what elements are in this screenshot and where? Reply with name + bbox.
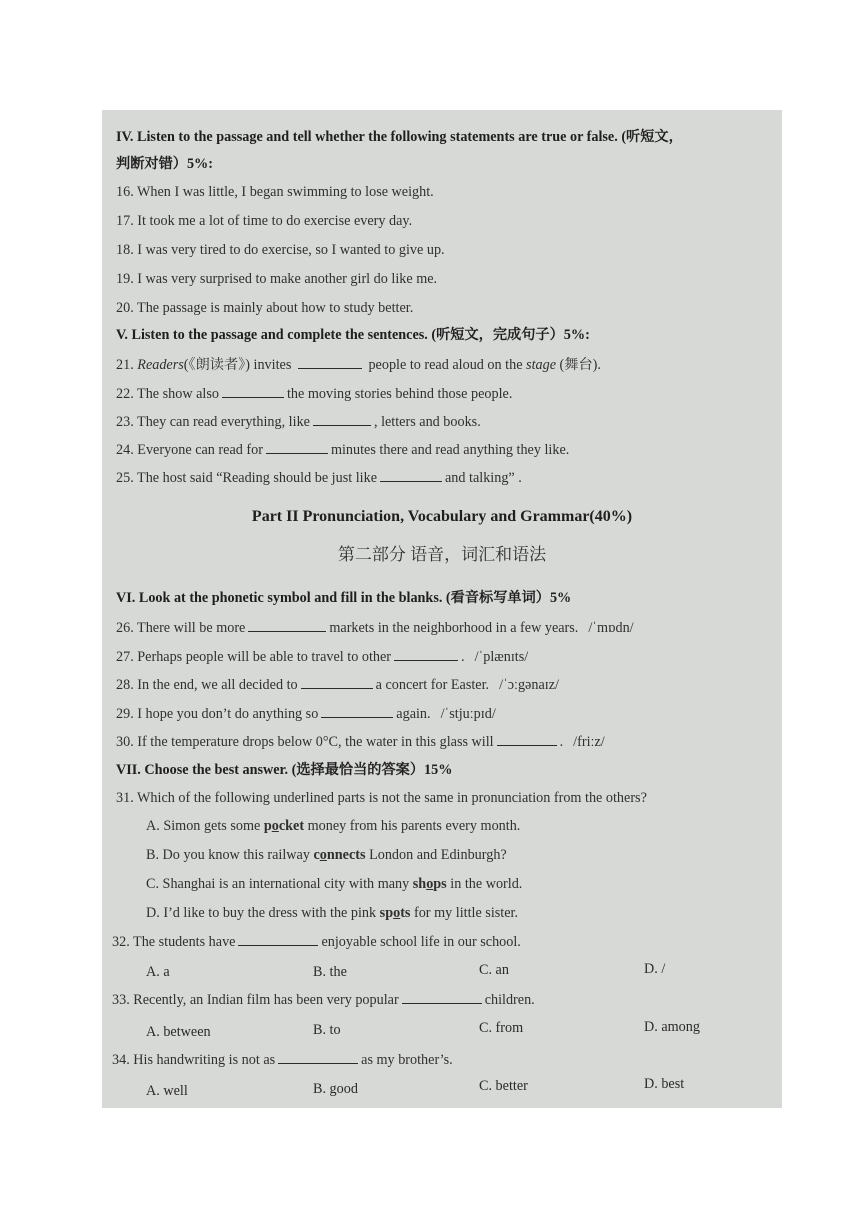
question-25: 25. The host said “Reading should be just like and talking” . xyxy=(116,470,522,486)
question-17: 17. It took me a lot of time to do exercise every day. xyxy=(116,213,413,229)
question-28: 28. In the end, we all decided to a concert for Easter. /ˈɔːgənaɪz/ xyxy=(116,677,559,693)
option-32-d[interactable]: D. / xyxy=(644,961,666,977)
question-20: 20. The passage is mainly about how to study better. xyxy=(116,300,414,316)
question-29: 29. I hope you don’t do anything so again. /ˈstjuːpɪd/ xyxy=(116,706,496,722)
question-22: 22. The show also the moving stories behind those people. xyxy=(116,386,513,402)
option-31-b[interactable]: B. Do you know this railway connects London and Edinburgh? xyxy=(146,847,507,863)
answer-blank-32[interactable] xyxy=(238,932,318,946)
option-34-d[interactable]: D. best xyxy=(644,1076,685,1092)
question-18: 18. I was very tired to do exercise, so I wanted to give up. xyxy=(116,242,445,258)
answer-blank-34[interactable] xyxy=(278,1050,358,1064)
option-33-c[interactable]: C. from xyxy=(479,1020,524,1036)
phonetic-27: /ˈplænɪts/ xyxy=(474,649,529,665)
option-32-c[interactable]: C. an xyxy=(479,962,509,978)
phonetic-26: /ˈmɒdn/ xyxy=(588,620,634,636)
answer-blank-24[interactable] xyxy=(266,440,328,454)
option-34-b[interactable]: B. good xyxy=(313,1081,358,1097)
question-21: 21. Readers(《朗读者》) invites people to read aloud on the stage (舞台). xyxy=(116,357,601,373)
answer-blank-30[interactable] xyxy=(497,732,557,746)
phonetic-30: /friːz/ xyxy=(573,734,605,750)
section-6-heading: VI. Look at the phonetic symbol and fill in the blanks. (看音标写单词）5% xyxy=(116,590,572,606)
option-32-a[interactable]: A. a xyxy=(146,964,170,980)
answer-blank-33[interactable] xyxy=(402,990,482,1004)
option-31-c[interactable]: C. Shanghai is an international city with many shops in the world. xyxy=(146,876,523,892)
option-32-b[interactable]: B. the xyxy=(313,964,347,980)
option-33-d[interactable]: D. among xyxy=(644,1019,700,1035)
question-31: 31. Which of the following underlined parts is not the same in pronunciation from the others? xyxy=(116,790,647,806)
question-26: 26. There will be more markets in the neighborhood in a few years. /ˈmɒdn/ xyxy=(116,620,634,636)
answer-blank-22[interactable] xyxy=(222,384,284,398)
section-7-heading: VII. Choose the best answer. (选择最恰当的答案）15% xyxy=(116,762,453,778)
question-34: 34. His handwriting is not as as my brother’s. xyxy=(112,1052,453,1068)
phonetic-29: /ˈstjuːpɪd/ xyxy=(440,706,496,722)
question-24: 24. Everyone can read for minutes there and read anything they like. xyxy=(116,442,570,458)
question-27: 27. Perhaps people will be able to travel to other . /ˈplænɪts/ xyxy=(116,649,529,665)
section-4-heading-cont: 判断对错）5%: xyxy=(116,156,213,172)
question-16: 16. When I was little, I began swimming to lose weight. xyxy=(116,184,434,200)
option-34-c[interactable]: C. better xyxy=(479,1078,528,1094)
question-32: 32. The students have enjoyable school life in our school. xyxy=(112,934,521,950)
option-33-a[interactable]: A. between xyxy=(146,1024,211,1040)
question-23: 23. They can read everything, like , letters and books. xyxy=(116,414,481,430)
question-33: 33. Recently, an Indian film has been very popular children. xyxy=(112,992,535,1008)
option-31-a[interactable]: A. Simon gets some pocket money from his parents every month. xyxy=(146,818,521,834)
option-33-b[interactable]: B. to xyxy=(313,1022,341,1038)
part-2-subtitle: 第二部分 语音，词汇和语法 xyxy=(337,545,547,564)
answer-blank-26[interactable] xyxy=(248,618,326,632)
answer-blank-27[interactable] xyxy=(394,647,458,661)
answer-blank-29[interactable] xyxy=(321,704,393,718)
answer-blank-23[interactable] xyxy=(313,412,371,426)
section-5-heading: V. Listen to the passage and complete the sentences. (听短文，完成句子）5%: xyxy=(116,327,590,343)
question-30: 30. If the temperature drops below 0°C, the water in this glass will . /friːz/ xyxy=(116,734,605,750)
section-4-heading: IV. Listen to the passage and tell whether the following statements are true or false. (听短文， xyxy=(116,129,683,145)
option-34-a[interactable]: A. well xyxy=(146,1083,188,1099)
answer-blank-28[interactable] xyxy=(301,675,373,689)
exam-page xyxy=(102,110,782,1108)
question-19: 19. I was very surprised to make another girl do like me. xyxy=(116,271,438,287)
answer-blank-21[interactable] xyxy=(298,355,362,369)
phonetic-28: /ˈɔːgənaɪz/ xyxy=(499,677,559,693)
option-31-d[interactable]: D. I’d like to buy the dress with the pink spots for my little sister. xyxy=(146,905,519,921)
part-2-title: Part II Pronunciation, Vocabulary and Grammar(40%) xyxy=(251,508,633,525)
answer-blank-25[interactable] xyxy=(380,468,442,482)
